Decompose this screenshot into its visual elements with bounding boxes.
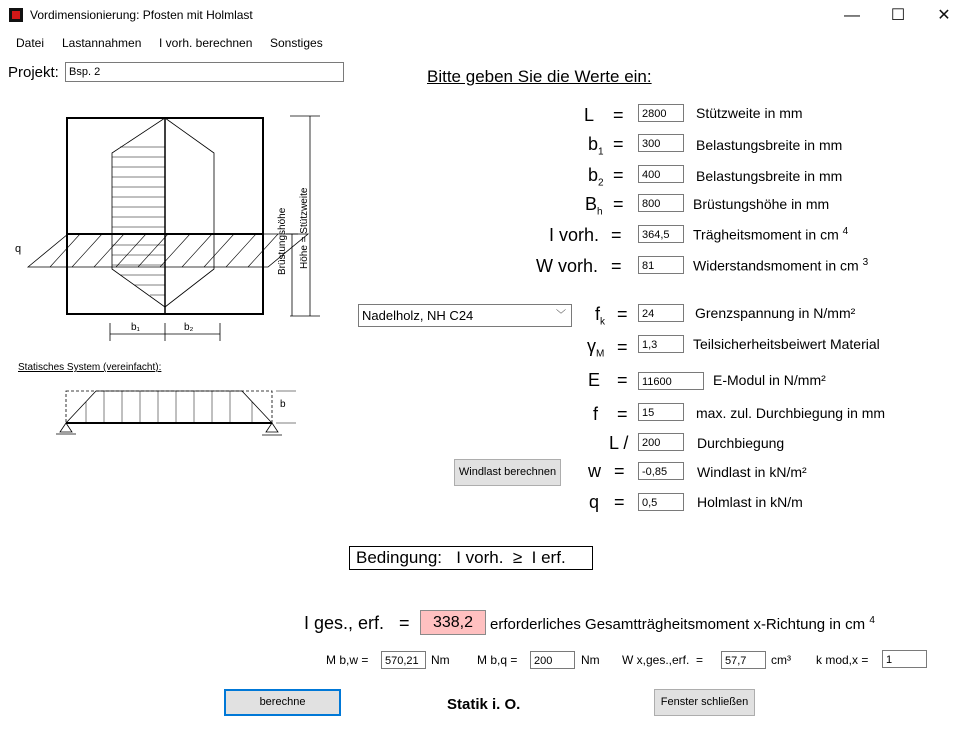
post-diagram — [0, 95, 360, 455]
equals-sign: = — [613, 165, 624, 185]
symbol-gamma-m: $\gamma_M$ — [587, 336, 605, 360]
bh-desc: Brüstungshöhe in mm — [693, 196, 830, 212]
fk-input[interactable]: 24 — [638, 304, 684, 322]
bruestungshoehe-label: Brüstungshöhe — [277, 207, 288, 275]
equals-sign: = — [613, 134, 624, 154]
b1-desc: Belastungsbreite in mm — [696, 137, 843, 153]
condition-box: Bedingung: I vorh. ≥ I erf. — [349, 546, 593, 570]
equals-sign: = — [617, 404, 628, 424]
chevron-down-icon: ﹀ — [556, 310, 566, 321]
iges-erf-label: I ges., erf. — [304, 613, 385, 633]
mbw-input[interactable]: 570,21 — [381, 651, 426, 669]
kmod-label: k mod,x = — [816, 653, 869, 667]
equals-sign: = — [399, 613, 410, 633]
maximize-icon[interactable]: ☐ — [890, 7, 906, 24]
durchbiegung-input[interactable]: 15 — [638, 403, 684, 421]
status-text: Statik i. O. — [447, 696, 521, 713]
windlast-input[interactable]: -0,85 — [638, 462, 684, 480]
mbw-unit: Nm — [431, 653, 450, 667]
mbq-label: M b,q = — [477, 653, 518, 667]
equals-sign: = — [614, 461, 625, 481]
mbq-unit: Nm — [581, 653, 600, 667]
e-modul-input[interactable]: 11600 — [638, 372, 704, 390]
iges-erf-result: 338,2 — [420, 610, 486, 635]
equals-sign: = — [617, 370, 628, 390]
menu-ivorh-berechnen[interactable]: I vorh. berechnen — [159, 36, 253, 50]
b-label: b — [280, 399, 286, 410]
windlast-berechnen-button[interactable]: Windlast berechnen — [454, 459, 561, 486]
menu-bar — [0, 31, 967, 55]
symbol-Bh: $B_h$ — [585, 194, 603, 218]
b2-desc: Belastungsbreite in mm — [696, 168, 843, 184]
equals-sign: = — [613, 194, 624, 214]
mbq-input[interactable]: 200 — [530, 651, 575, 669]
symbol-wvorh: W vorh. — [536, 256, 599, 276]
symbol-L: L — [584, 105, 595, 125]
gamma-m-desc: Teilsicherheitsbeiwert Material — [693, 336, 880, 352]
wvorh-input[interactable]: 81 — [638, 256, 684, 274]
window-title: Vordimensionierung: Pfosten mit Holmlast — [30, 8, 253, 22]
kmod-input[interactable]: 1 — [882, 650, 927, 668]
app-icon — [9, 8, 23, 22]
windlast-desc: Windlast in kN/m² — [697, 464, 807, 480]
statisches-system-label: Statisches System (vereinfacht): — [18, 362, 162, 373]
mbw-label: M b,w = — [326, 653, 369, 667]
menu-datei[interactable]: Datei — [16, 36, 45, 50]
wx-unit: cm³ — [771, 653, 791, 667]
symbol-ivorh: I vorh. — [549, 225, 600, 245]
iges-erf-desc: erforderliches Gesamtträgheitsmoment x-Richtung in cm $^4$ — [490, 615, 875, 633]
stuetzweite-label: Stützweite in mm — [696, 105, 803, 121]
symbol-q: q — [589, 492, 600, 512]
symbol-b1: $b_1$ — [588, 134, 604, 158]
hoehe-label: Höhe = Stützweite — [299, 187, 310, 269]
ivorh-desc: Trägheitsmoment in cm $^4$ — [693, 226, 849, 243]
close-icon[interactable]: ✕ — [937, 7, 951, 24]
equals-sign: = — [611, 256, 622, 276]
gamma-m-input[interactable]: 1,3 — [638, 335, 684, 353]
b2-input[interactable]: 400 — [638, 165, 684, 183]
l-verhaeltnis-desc: Durchbiegung — [697, 435, 785, 451]
holmlast-desc: Holmlast in kN/m — [697, 494, 803, 510]
l-verhaeltnis-input[interactable]: 200 — [638, 433, 684, 451]
b2-label: b₂ — [184, 322, 194, 333]
material-select[interactable]: Nadelholz, NH C24 ﹀ — [358, 304, 572, 327]
equals-sign: = — [611, 225, 622, 245]
holmlast-input[interactable]: 0,5 — [638, 493, 684, 511]
symbol-f: f — [593, 404, 599, 424]
wx-input[interactable]: 57,7 — [721, 651, 766, 669]
symbol-l-slash: L / — [609, 433, 629, 453]
minimize-icon[interactable]: — — [844, 7, 860, 24]
equals-sign: = — [614, 492, 625, 512]
b1-input[interactable]: 300 — [638, 134, 684, 152]
b1-label: b₁ — [131, 322, 140, 333]
menu-sonstiges[interactable]: Sonstiges — [270, 36, 323, 50]
equals-sign: = — [613, 105, 624, 125]
symbol-fk: $f_k$ — [595, 304, 606, 328]
ivorh-input[interactable]: 364,5 — [638, 225, 684, 243]
fk-desc: Grenzspannung in N/mm² — [695, 305, 856, 321]
input-heading: Bitte geben Sie die Werte ein: — [427, 67, 652, 86]
fenster-schliessen-button[interactable]: Fenster schließen — [654, 689, 755, 716]
bruestungshoehe-input[interactable]: 800 — [638, 194, 684, 212]
q-label: q — [15, 243, 22, 255]
wvorh-desc: Widerstandsmoment in cm $^3$ — [693, 257, 869, 274]
symbol-b2: $b_2$ — [588, 165, 604, 189]
berechne-button[interactable]: berechne — [224, 689, 341, 716]
project-input[interactable]: Bsp. 2 — [65, 62, 344, 82]
symbol-w: w — [588, 461, 601, 481]
equals-sign: = — [617, 337, 628, 357]
stuetzweite-input[interactable]: 2800 — [638, 104, 684, 122]
durchbiegung-desc: max. zul. Durchbiegung in mm — [696, 405, 886, 421]
equals-sign: = — [617, 304, 628, 324]
menu-lastannahmen[interactable]: Lastannahmen — [62, 36, 142, 50]
symbol-E: E — [588, 370, 601, 390]
wx-label: W x,ges.,erf. = — [622, 653, 704, 667]
e-modul-desc: E-Modul in N/mm² — [713, 372, 826, 388]
project-label: Projekt: — [8, 64, 59, 81]
